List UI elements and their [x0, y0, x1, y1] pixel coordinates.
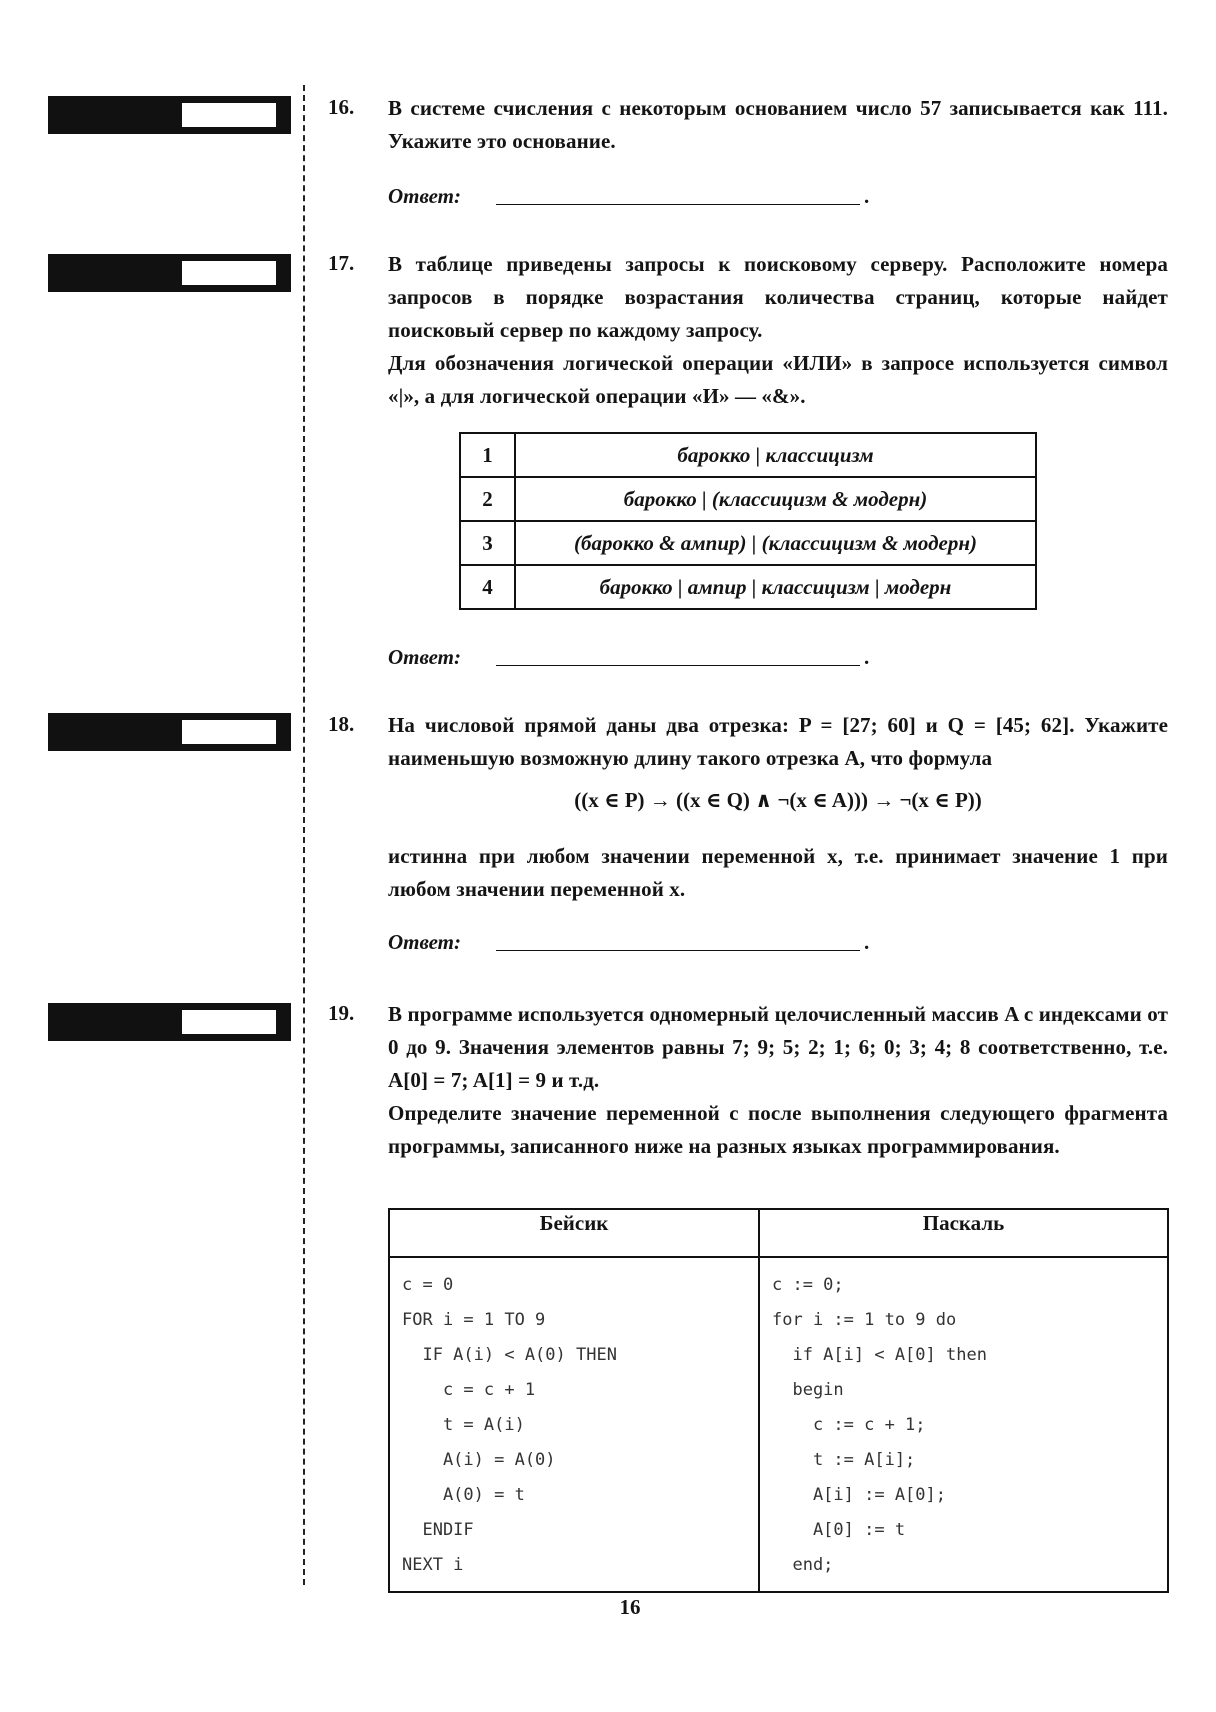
- q19-paragraph-2: Определите значение переменной c после выполнения следующего фрагмента программы, записанного ниже на разных языках программирования.: [388, 1101, 1168, 1158]
- code-line: c = 0: [402, 1275, 454, 1295]
- code-line: ENDIF: [402, 1520, 474, 1540]
- code-header-row: [389, 1209, 1168, 1257]
- basic-header: Бейсик: [389, 1209, 759, 1257]
- q16-number: 16.: [328, 95, 355, 119]
- q18-answer-line[interactable]: [496, 950, 860, 951]
- q17-text: [388, 248, 1168, 413]
- query-number: 4: [460, 565, 515, 609]
- code-line: t := A[i];: [772, 1450, 916, 1470]
- pascal-header: Паскаль: [759, 1209, 1168, 1257]
- q17-answer-dot: .: [864, 645, 870, 669]
- q16-answer-dot: .: [864, 184, 870, 208]
- query-text: барокко | классицизм: [515, 433, 1036, 477]
- q16-text: [388, 92, 1168, 158]
- q18-answer-dot: .: [864, 930, 870, 954]
- code-line: c := c + 1;: [772, 1415, 926, 1435]
- pascal-code: [759, 1257, 1168, 1592]
- answer-box-16: [48, 96, 291, 134]
- answer-box-17: [48, 254, 291, 292]
- code-line: FOR i = 1 TO 9: [402, 1310, 546, 1330]
- cut-line: [303, 85, 305, 1585]
- q17-paragraph-1: [388, 248, 1168, 347]
- query-text: барокко | ампир | классицизм | модерн: [515, 565, 1036, 609]
- basic-code: [389, 1257, 759, 1592]
- code-line: NEXT i: [402, 1555, 464, 1575]
- answer-box-18: [48, 713, 291, 751]
- answer-box-19: [48, 1003, 291, 1041]
- code-line: A[i] := A[0];: [772, 1485, 946, 1505]
- q19-paragraph: В программе используется одномерный целочисленный массив A с индексами от 0 до 9. Значения элементов равны 7; 9; 5; 2; 1; 6; 0; 3; 4; 8 соответственно, т.е. A[0] = 7; A[1] = 9 и т.д.: [388, 1002, 1168, 1092]
- q18-number: 18.: [328, 712, 355, 736]
- answer-cell-18[interactable]: [181, 719, 277, 745]
- q17-query-table: [459, 432, 1037, 610]
- q19-number: 19.: [328, 1001, 355, 1025]
- q18-answer-label: Ответ:: [388, 930, 461, 954]
- q17-answer-line[interactable]: [496, 665, 860, 666]
- query-text: барокко | (классицизм & модерн): [515, 477, 1036, 521]
- table-row: [460, 521, 1036, 565]
- answer-cell-16[interactable]: [181, 102, 277, 128]
- q16-answer-label: Ответ:: [388, 184, 461, 208]
- table-row: [460, 565, 1036, 609]
- code-line: c = c + 1: [402, 1380, 536, 1400]
- q16-answer: [388, 184, 870, 209]
- q17-answer: [388, 645, 870, 670]
- q18-text: [388, 709, 1168, 775]
- q17-text-before: В таблице приведены запросы к поисковому серверу. Расположите номера запросов в порядке: [388, 252, 1168, 309]
- q18-text-2: [388, 840, 1168, 906]
- q17-answer-label: Ответ:: [388, 645, 461, 669]
- q16-answer-line[interactable]: [496, 204, 860, 205]
- q17-text-bold: возрастания: [624, 285, 744, 309]
- query-number: 2: [460, 477, 515, 521]
- answer-cell-19[interactable]: [181, 1009, 277, 1035]
- q18-answer: [388, 930, 870, 955]
- code-line: end;: [772, 1555, 834, 1575]
- code-line: A[0] := t: [772, 1520, 906, 1540]
- code-line: A(0) = t: [402, 1485, 525, 1505]
- code-line: if A[i] < A[0] then: [772, 1345, 987, 1365]
- code-line: for i := 1 to 9 do: [772, 1310, 957, 1330]
- query-number: 1: [460, 433, 515, 477]
- q18-paragraph: На числовой прямой даны два отрезка: P = [27; 60] и Q = [45; 62]. Укажите наименьшую возможную длину такого отрезка A, что формула: [388, 713, 1168, 770]
- code-line: c := 0;: [772, 1275, 844, 1295]
- table-row: [460, 477, 1036, 521]
- q16-paragraph: В системе счисления с некоторым основанием число 57 записывается как 111. Укажите это основание.: [388, 96, 1168, 153]
- code-line: t = A(i): [402, 1415, 525, 1435]
- q18-paragraph-2: истинна при любом значении переменной x, т.е. принимает значение 1 при любом значении переменной x.: [388, 844, 1168, 901]
- q19-text: [388, 998, 1168, 1163]
- q17-paragraph-2: Для обозначения логической операции «ИЛИ» в запросе используется символ «|», а для логической операции «И» — «&».: [388, 351, 1168, 408]
- table-row: [460, 433, 1036, 477]
- page-number: 16: [619, 1595, 641, 1619]
- answer-cell-17[interactable]: [181, 260, 277, 286]
- code-line: IF A(i) < A(0) THEN: [402, 1345, 617, 1365]
- code-body-row: [389, 1257, 1168, 1592]
- query-text: (барокко & ампир) | (классицизм & модерн): [515, 521, 1036, 565]
- q19-code-table: [388, 1208, 1169, 1593]
- q18-formula: ((x ∈ P) → ((x ∈ Q) ∧ ¬(x ∈ A))) → ¬(x ∈ P)): [574, 788, 982, 812]
- query-number: 3: [460, 521, 515, 565]
- code-line: begin: [772, 1380, 844, 1400]
- q17-number: 17.: [328, 251, 355, 275]
- q17-text-after: количества страниц, которые найдет поисковый сервер по каждому запросу.: [388, 285, 1168, 342]
- code-line: A(i) = A(0): [402, 1450, 556, 1470]
